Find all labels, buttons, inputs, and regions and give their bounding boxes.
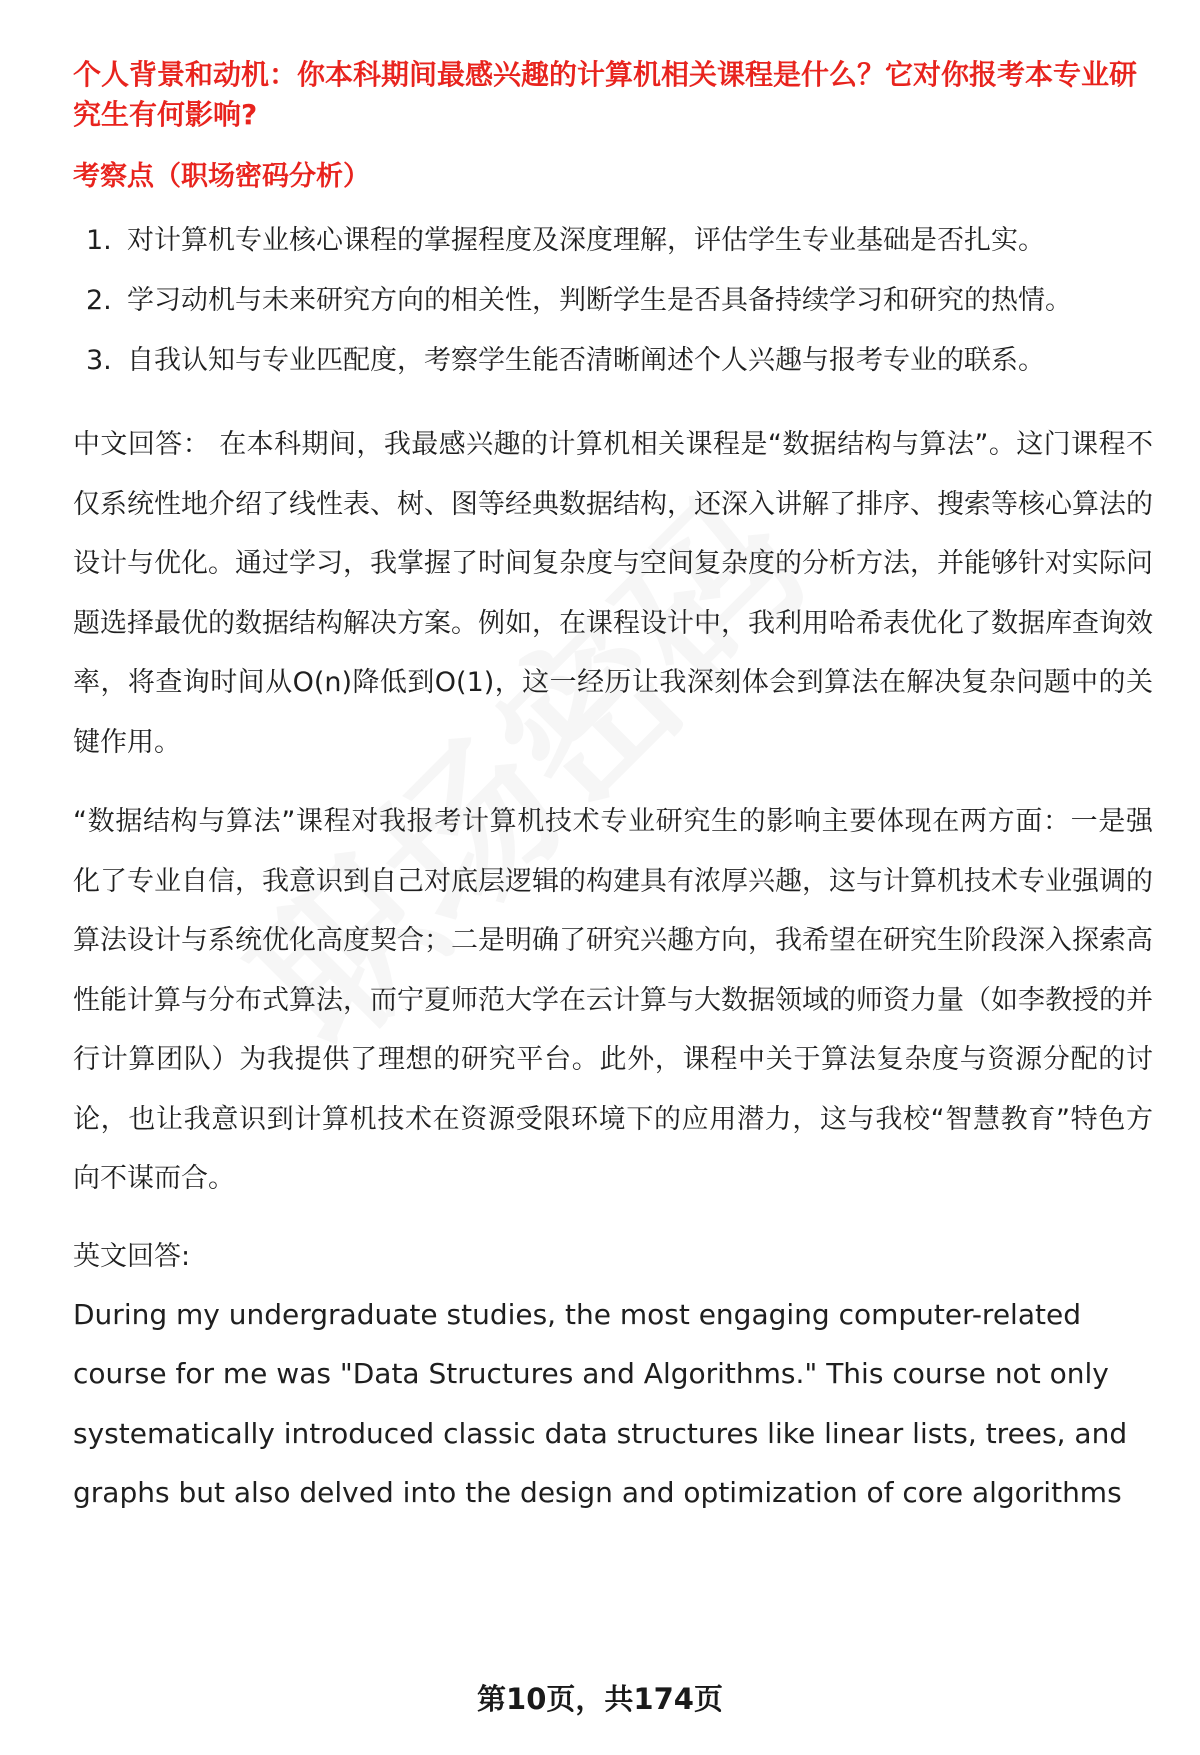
document-content bbox=[73, 55, 1153, 1523]
chinese-answer-paragraph-1: 中文回答： 在本科期间，我最感兴趣的计算机相关课程是“数据结构与算法”。这门课程不仅系统性地介绍了线性表、树、图等经典数据结构，还深入讲解了排序、搜索等核心算法的设计与优化。通过学习，我掌握了时间复杂度与空间复杂度的分析方法，并能够针对实际问题选择最优的数据结构解决方案。例如，在课程设计中，我利用哈希表优化了数据库查询效率，将查询时间从O(n)降低到O(1)，这一经历让我深刻体会到算法在解决复杂问题中的关键作用。 bbox=[73, 429, 1153, 758]
list-item bbox=[73, 271, 1153, 331]
page-number: 第10页，共174页 bbox=[477, 1682, 723, 1716]
list-item-number: 1. bbox=[86, 225, 112, 256]
list-item-number: 2. bbox=[86, 285, 112, 316]
list-item-number: 3. bbox=[86, 345, 112, 376]
list-item-text: 学习动机与未来研究方向的相关性，判断学生是否具备持续学习和研究的热情。 bbox=[127, 285, 1072, 316]
assessment-points-list bbox=[73, 211, 1153, 391]
list-item bbox=[73, 331, 1153, 391]
question-title: 个人背景和动机：你本科期间最感兴趣的计算机相关课程是什么？它对你报考本专业研究生有何影响? bbox=[73, 58, 1138, 131]
chinese-answer-paragraph-2: “数据结构与算法”课程对我报考计算机技术专业研究生的影响主要体现在两方面：一是强化了专业自信，我意识到自己对底层逻辑的构建具有浓厚兴趣，这与计算机技术专业强调的算法设计与系统优化高度契合；二是明确了研究兴趣方向，我希望在研究生阶段深入探索高性能计算与分布式算法，而宁夏师范大学在云计算与大数据领域的师资力量（如李教授的并行计算团队）为我提供了理想的研究平台。此外，课程中关于算法复杂度与资源分配的讨论，也让我意识到计算机技术在资源受限环境下的应用潜力，这与我校“智慧教育”特色方向不谋而合。 bbox=[73, 806, 1153, 1194]
list-item-text: 自我认知与专业匹配度，考察学生能否清晰阐述个人兴趣与报考专业的联系。 bbox=[127, 345, 1045, 376]
list-item-text: 对计算机专业核心课程的掌握程度及深度理解，评估学生专业基础是否扎实。 bbox=[127, 225, 1045, 256]
list-item bbox=[73, 211, 1153, 271]
section-heading: 考察点（职场密码分析） bbox=[73, 161, 370, 192]
english-answer-paragraph: During my undergraduate studies, the most engaging computer-related course for me was "Data Structures and Algorithms." This course not only systematically introduced classic data structures like linear lists, trees, and graphs but also delved into the design and optimization of core algorithms bbox=[73, 1297, 1128, 1509]
english-answer-label: 英文回答: bbox=[73, 1240, 191, 1272]
